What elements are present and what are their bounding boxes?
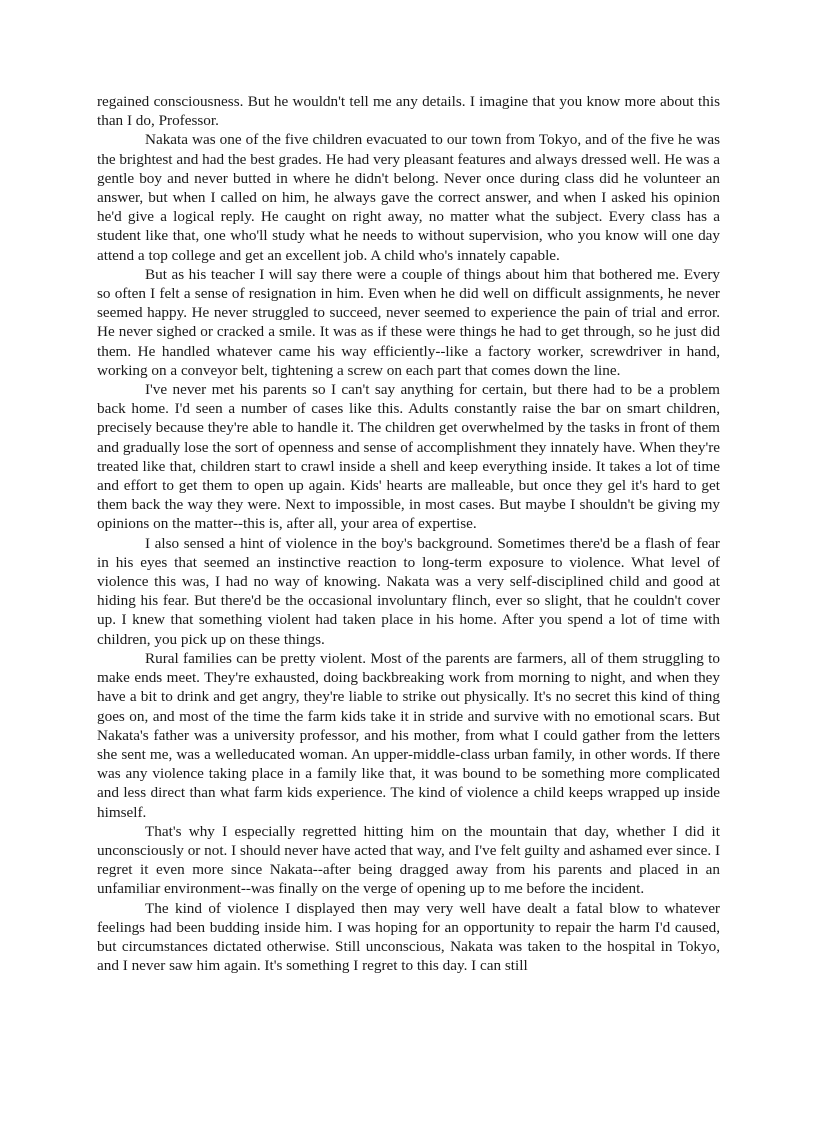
paragraph-1: regained consciousness. But he wouldn't tell me any details. I imagine that you know more about this than I do, Professor. [97,93,720,130]
body-text [97,92,720,975]
paragraph-7: That's why I especially regretted hitting him on the mountain that day, whether I did it unconsciously or not. I should never have acted that way, and I've felt guilty and ashamed ever since. I regret it even more since Nakata--after being dragged away from his parents and placed in an unfamiliar environment--was finally on the verge of opening up to me before the incident. [97,822,720,898]
paragraph-5: I also sensed a hint of violence in the boy's background. Sometimes there'd be a flash of fear in his eyes that seemed an instinctive reaction to long-term exposure to violence. What level of violence this was, I had no way of knowing. Nakata was a very self-disciplined child and good at hiding his fear. But there'd be the occasional involuntary flinch, ever so slight, that he couldn't cover up. I knew that something violent had taken place in his home. After you spend a lot of time with children, you pick up on these things. [97,534,720,648]
paragraph-3: But as his teacher I will say there were a couple of things about him that bothered me. Every so often I felt a sense of resignation in him. Even when he did well on difficult assignments, he never seemed happy. He never struggled to succeed, never seemed to experience the pain of trial and error. He never sighed or cracked a smile. It was as if these were things he had to get through, so he just did them. He handled whatever came his way efficiently--like a factory worker, screwdriver in hand, working on a conveyor belt, tightening a screw on each part that comes down the line. [97,265,720,379]
paragraph-2: Nakata was one of the five children evacuated to our town from Tokyo, and of the five he was the brightest and had the best grades. He had very pleasant features and always dressed well. He was a gentle boy and never butted in where he didn't belong. Never once during class did he volunteer an answer, but when I called on him, he always gave the correct answer, and when I asked his opinion he'd give a logical reply. He caught on right away, no matter what the subject. Every class has a student like that, one who'll study what he needs to without supervision, who you know will one day attend a top college and get an excellent job. A child who's innately capable. [97,131,720,264]
paragraph-4: I've never met his parents so I can't say anything for certain, but there had to be a problem back home. I'd seen a number of cases like this. Adults constantly raise the bar on smart children, precisely because they're able to handle it. The children get overwhelmed by the tasks in front of them and gradually lose the sort of openness and sense of accomplishment they innately have. When they're treated like that, children start to crawl inside a shell and keep everything inside. It takes a lot of time and effort to get them to open up again. Kids' hearts are malleable, but once they gel it's hard to get them back the way they were. Next to impossible, in most cases. But maybe I shouldn't be giving my opinions on the matter--this is, after all, your area of expertise. [97,381,720,533]
paragraph-6: Rural families can be pretty violent. Most of the parents are farmers, all of them struggling to make ends meet. They're exhausted, doing backbreaking work from morning to night, and when they have a bit to drink and get angry, they're liable to strike out physically. It's no secret this kind of thing goes on, and most of the time the farm kids take it in stride and survive with no emotional scars. But Nakata's father was a university professor, and his mother, from what I could gather from the letters she sent me, was a welleducated woman. An upper-middle-class urban family, in other words. If there was any violence taking place in a family like that, it was bound to be something more complicated and less direct than what farm kids experience. The kind of violence a child keeps wrapped up inside himself. [97,649,720,821]
paragraph-8: The kind of violence I displayed then may very well have dealt a fatal blow to whatever feelings had been budding inside him. I was hoping for an opportunity to repair the harm I'd caused, but circumstances dictated otherwise. Still unconscious, Nakata was taken to the hospital in Tokyo, and I never saw him again. It's something I regret to this day. I can still [97,899,720,975]
